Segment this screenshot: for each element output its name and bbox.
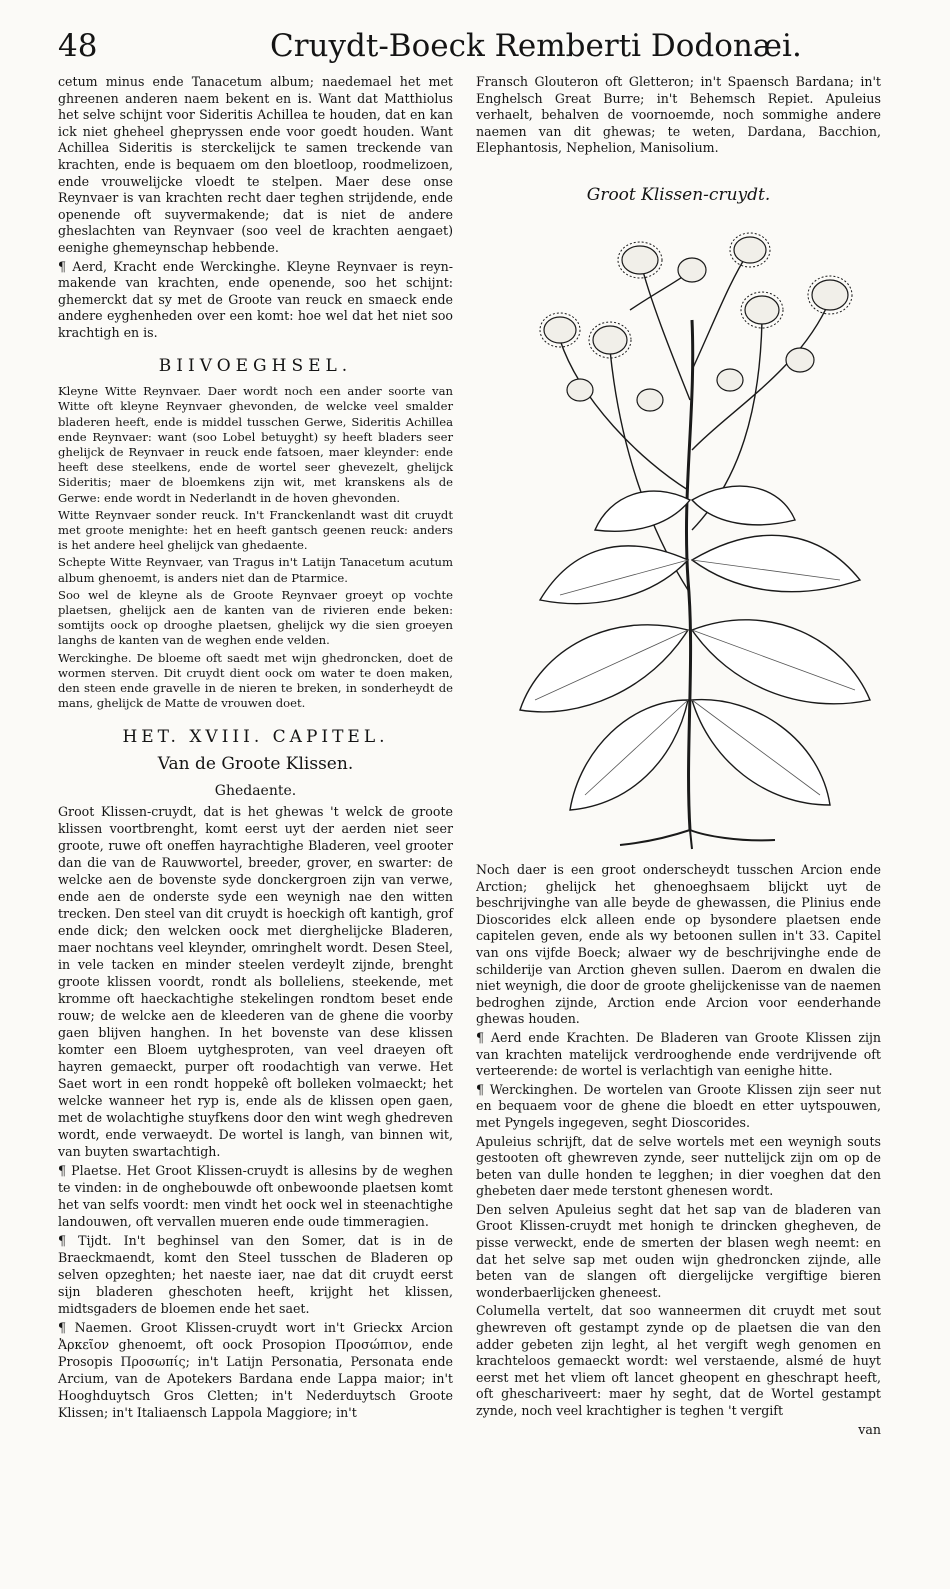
paragraph: cetum minus ende Tanacetum album; naedemael het met ghreenen anderen naem bekent en is. Want dat Matthiolus het selve schijnt voor Sideritis Achillea te houden, dat en kan ick niet gheheel ghepryssen ende voor goedt houden. Want Achillea Sideritis is sterckelijck te samen treckende van krachten, ende is bequaem om den bloetloop, roodmelizoen, ende vrouwelijcke vloedt te stelpen. Maer dese onse Reynvaer is van krachten recht daer teghen strijdende, ende openende oft suyvermakende; dat is niet de andere gheslachten van Reynvaer (soo veel de krachten aengaet) eenighe ghemeynschap hebbende. xyxy=(58,74,453,255)
paragraph: ¶ Werckinghen. De wortelen van Groote Klissen zijn seer nut en bequaem voor de ghene die bloedt en etter uytspouwen, met Pyngels ingegeven, seght Dioscorides. xyxy=(476,1081,881,1130)
running-header xyxy=(0,20,950,70)
running-title: Cruydt-Boeck Remberti Dodonæi. xyxy=(270,28,802,64)
section-heading-bijvoeghsel: BIIVOEGHSEL. xyxy=(158,355,353,376)
paragraph: Werckinghe. De bloeme oft saedt met wijn ghedroncken, doet de wormen sterven. Dit cruydt dient oock om water te doen maken, den steen ende gravelle in de nieren te breken, in sonderheydt de mans, ghelijck de Matte de vrouwen doet. xyxy=(58,650,453,711)
chapter-title: Van de Groote Klissen. xyxy=(157,753,354,774)
paragraph: Noch daer is een groot onderscheydt tusschen Arcion ende Arction; ghelijck het ghenoeghsaem blijckt uyt de beschrijvinghe van alle beyde de ghewassen, die Plinius ende Dioscorides elck alleen ende op bysondere plaetsen ende capitelen geven, ende als wy betoonen sullen in't 33. Capitel van ons vijfde Boeck; alwaer wy de beschrijvinghe ende de schilderije van Arction gheven sullen. Daerom en dwalen die niet weynigh, die door de groote ghelijckenisse van de naemen bedroghen zijnde, Arction ende Arcion voor eenderhande ghewas houden. xyxy=(476,862,881,1027)
left-column xyxy=(58,74,453,1423)
paragraph: Kleyne Witte Reynvaer. Daer wordt noch een ander soorte van Witte oft kleyne Reynvaer ghevonden, de welcke veel smalder bladeren heeft, ende is middel tusschen Gerwe, Sideritis Achillea ende Reynvaer: want (soo Lobel betuyght) sy heeft bladers seer ghelijck de Reynvaer in reuck ende fatsoen, maer kleynder: ende heeft dese steelkens, ende de wortel seer ghevezelt, ghelijck Sideritis; maer de bloemkens zijn wit, met kranskens als de Gerwe: ende wordt in Nederlandt in de hoven ghevonden. xyxy=(58,384,453,505)
paragraph: Schepte Witte Reynvaer, van Tragus in't Latijn Tanacetum acutum album ghenoemt, is anders niet dan de Ptarmice. xyxy=(58,555,453,585)
right-column-top xyxy=(476,74,881,212)
paragraph: Fransch Glouteron oft Gletteron; in't Spaensch Bardana; in't Enghelsch Great Burre; in't Behemsch Repiet. Apuleius verhaelt, behalven de voornoemde, noch sommighe andere naemen van dit ghewas; te weten, Dardana, Bacchion, Elephantosis, Nephelion, Manisolium. xyxy=(476,74,881,156)
chapter-heading: HET. XVIII. CAPITEL. xyxy=(122,727,389,748)
paragraph: ¶ Naemen. Groot Klissen-cruydt wort in't Grieckx Arcion Ἀρκεῖον ghenoemt, oft oock Prosopion Προσώπιον, ende Prosopis Προσωπίς; in't Latijn Personatia, Personata ende Arcium, van de Apotekers Bardana ende Lappa maior; in't Hooghduytsch Gros Cletten; in't Nederduytsch Groote Klissen; in't Italiaensch Lappola Maggiore; in't xyxy=(58,1320,453,1421)
paragraph: Groot Klissen-cruydt, dat is het ghewas 't welck de groote klissen voortbrenght, komt eerst uyt der aerden niet seer groote, ruwe oft oneffen hayrachtighe Bladeren, veel grooter dan die van de Rauwwortel, breeder, grover, en swarter: de welcke aen de bovenste syde donckergroen zijn van verwe, ende aen de onderste syde een weynigh nae den witten trecken. Den steel van dit cruydt is hoeckigh oft kantigh, grof ende dick; den welcken oock met dierghelijcke Bladeren, maer nochtans veel kleynder, omringhelt wordt. Desen Steel, in vele tacken en minder steelen verdeylt zijnde, brenght groote klissen voordt, rondt als bolleliens, steekende, met kromme oft haeckachtighe stekelingen rondtom beset ende rouw; de welcke aen de kleederen van de ghene die voorby gaen blijven hanghen. In het bovenste van dese klissen komter een Bloem uytghesproten, van veel draeyen oft hayren gemaeckt, purper oft roodachtigh van verwe. Het Saet wort in een rondt hoppekê oft bolleken volmaeckt; het welcke wanneer het ryp is, ende als de klissen open gaen, met de wolachtighe stuyfkens door den wint wegh ghedreven wordt, ende verwaeydt. De wortel is langh, van binnen wit, van buyten swartachtigh. xyxy=(58,804,453,1160)
paragraph: Apuleius schrijft, dat de selve wortels met een weynigh souts gestooten oft ghewreven zynde, seer nuttelijck zijn om op de beten van dulle honden te legghen; in dier voeghen dat den ghebeten daer mede terstont ghenesen wordt. xyxy=(476,1133,881,1199)
figure-caption: Groot Klissen-cruydt. xyxy=(586,184,771,205)
page-number: 48 xyxy=(58,28,98,64)
paragraph: ¶ Plaetse. Het Groot Klissen-cruydt is allesins by de weghen te vinden: in de onghebouwde oft onbewoonde plaetsen komt het van selfs voordt: men vindt het oock wel in steenachtighe landouwen, oft vervallen mueren ende oude timmeragien. xyxy=(58,1163,453,1230)
paragraph: ¶ Aerd, Kracht ende Werckinghe. Kleyne Reynvaer is reyn-makende van krachten, ende openende, soo het schijnt: ghemerckt dat sy met de Groote van reuck en smaeck ende andere eyghenheden over een komt: hoe wel dat het niet soo krachtigh en is. xyxy=(58,258,453,340)
paragraph: Columella vertelt, dat soo wanneermen dit cruydt met sout ghewreven oft gestampt zynde op de plaetsen die van den adder gebeten zijn leght, al het vergift wegh genomen en krachteloos gemaeckt wordt: wel verstaende, alsmé de huyt eerst met het vliem oft lancet gheopent en gheschrapt heeft, oft gheschariveert: maer hy seght, dat de Wortel gestampt zynde, noch veel krachtigher is teghen 't vergift xyxy=(476,1303,881,1418)
paragraph: ¶ Tijdt. In't beghinsel van den Somer, dat is in de Braeckmaendt, komt den Steel tusschen de Bladeren op selven opzeghten; het naeste iaer, nae dat dit cruydt eerst sijn bladeren gheschoten heeft, krijght het klissen, midtsgaders de bloemen ende het saet. xyxy=(58,1233,453,1317)
catchword: van xyxy=(858,1421,881,1437)
paragraph: Witte Reynvaer sonder reuck. In't Franckenlandt wast dit cruydt met groote menighte: het en heeft gantsch geenen reuck: anders is het andere heel ghelijck van ghedaente. xyxy=(58,507,453,553)
paragraph: ¶ Aerd ende Krachten. De Bladeren van Groote Klissen zijn van krachten matelijck verdrooghende ende verdrijvende oft verteerende: de wortel is verlachtigh van eenighe hitte. xyxy=(476,1029,881,1079)
subheading-ghedaente: Ghedaente. xyxy=(214,782,297,799)
paragraph: Soo wel de kleyne als de Groote Reynvaer groeyt op vochte plaetsen, ghelijck aen de kanten van de rivieren ende beken: somtijts oock op drooghe plaetsen, ghelijck wy die sien groeyen langhs de kanten van de weghen ende velden. xyxy=(58,587,453,648)
right-column-bottom xyxy=(476,862,881,1438)
paragraph: Den selven Apuleius seght dat het sap van de bladeren van Groot Klissen-cruydt met honigh te drincken ghegheven, de pisse verweckt, ende de smerten der blasen wegh neemt: en dat het selve sap met ouden wijn ghedroncken zijnde, alle beten van de slangen oft diergelijcke vergiftige bieren wonderbaerlijcken gheneest. xyxy=(476,1201,881,1300)
plant-illustration xyxy=(500,230,885,850)
